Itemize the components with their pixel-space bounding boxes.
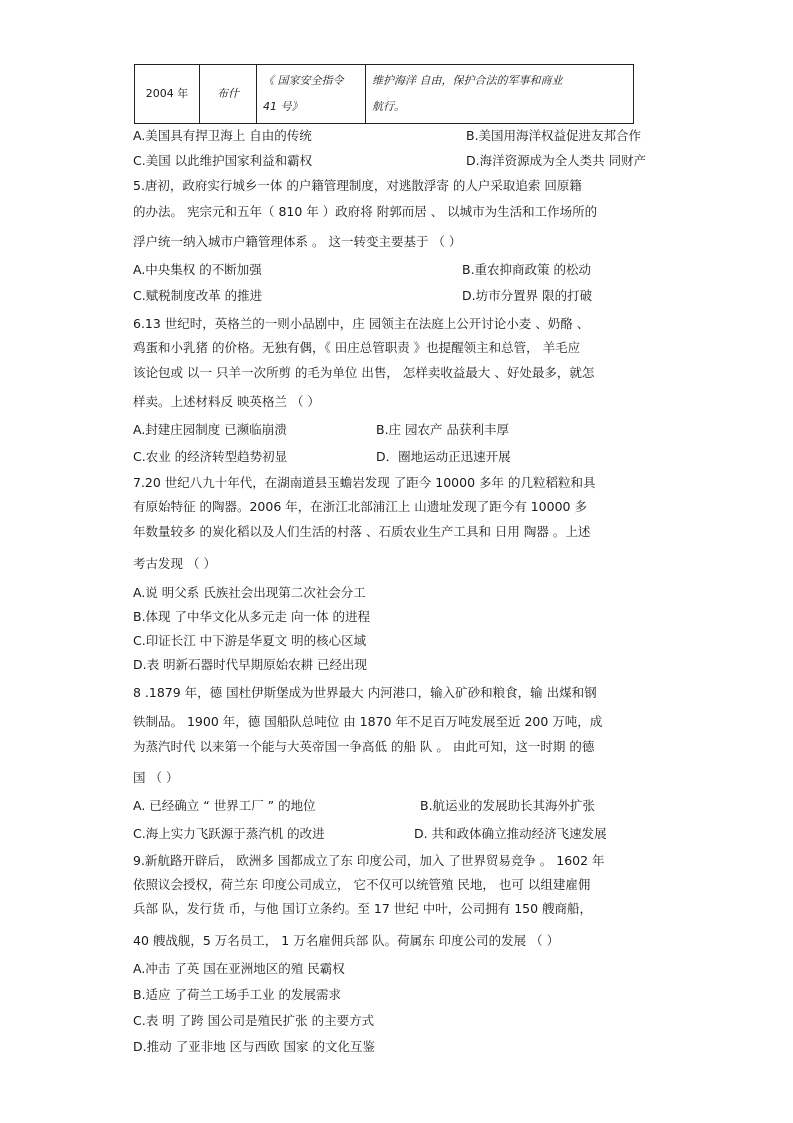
q8-stem-line-1: 8 .1879 年，德 国杜伊斯堡成为世界最大 内河港口，输入矿砂和粮食，输 出煤和钢 [133,685,597,700]
table-cell-document [257,65,366,124]
q6-stem-line-2: 鸡蛋和小乳猪 的价格。无独有偶，《 田庄总管职责 》也提醒领主和总管， 羊毛应 [133,340,581,355]
q4-option-d: D.海洋资源成为全人类共 同财产 [466,153,647,168]
document-line-1: 《 国家安全指令 [263,74,344,87]
q8-option-b: B.航运业的发展助长其海外扩张 [420,798,596,813]
q8-stem-line-3: 为蒸汽时代 以来第一个能与大英帝国一争高低 的船 队 。 由此可知，这一时期 的德 [133,739,595,754]
q7-stem-line-1: 7.20 世纪八九十年代，在湖南道县玉蟾岩发现 了距今 10000 多年 的几粒稻粒和具 [133,475,596,490]
content-line-1: 维护海洋 自由，保护合法的军事和商业 [372,74,563,87]
q9-option-a: A.冲击 了英 国在亚洲地区的殖 民霸权 [133,961,345,976]
q5-option-c: C.赋税制度改革 的推进 [133,288,263,303]
q5-option-a: A.中央集权 的不断加强 [133,262,262,277]
q9-option-b: B.适应 了荷兰工场手工业 的发展需求 [133,987,341,1002]
q8-stem-line-4: 国 （ ） [133,770,179,785]
document-line-2: 41 号》 [263,100,303,113]
content-line-2: 航行。 [372,100,405,113]
q6-option-c: C.农业 的经济转型趋势初显 [133,449,288,464]
q9-stem-line-2: 依照议会授权，荷兰东 印度公司成立， 它不仅可以统管殖 民地， 也可 以组建雇佣 [133,877,591,892]
q9-stem-line-4: 40 艘战舰，5 万名员工， 1 万名雇佣兵部 队。荷属东 印度公司的发展 （ ） [133,933,560,948]
table-cell-year: 2004 年 [135,65,200,124]
q5-option-d: D.坊市分置界 限的打破 [462,288,593,303]
q5-stem-line-3: 浮户统一纳入城市户籍管理体系 。 这一转变主要基于 （ ） [133,234,462,249]
q6-stem-line-3: 该论包或 以一 只羊一次所剪 的毛为单位 出售， 怎样卖收益最大 、好处最多，就怎 [133,365,595,380]
table-cell-action: 布什 [200,65,257,124]
q7-option-d: D.表 明新石器时代早期原始农耕 已经出现 [133,657,368,672]
q7-option-a: A.说 明父系 氏族社会出现第二次社会分工 [133,585,366,600]
q4-option-b: B.美国用海洋权益促进友邦合作 [466,128,642,143]
q5-stem-line-2: 的办法。 宪宗元和五年（ 810 年 ）政府将 附郭而居 、 以城市为生活和工作场所的 [133,204,598,219]
table-cell-content [366,65,634,124]
q6-option-a: A.封建庄园制度 已濒临崩溃 [133,422,287,437]
q7-option-b: B.体现 了中华文化从多元走 向一体 的进程 [133,609,370,624]
table-row [135,65,634,124]
q9-option-c: C.表 明 了跨 国公司是殖民扩张 的主要方式 [133,1013,375,1028]
q5-option-b: B.重农抑商政策 的松动 [462,262,592,277]
q6-option-b: B.庄 园农产 品获利丰厚 [376,422,509,437]
q7-stem-line-2: 有原始特征 的陶器。2006 年，在浙江北部浦江上 山遗址发现了距今有 10000 多 [133,499,587,514]
q9-stem-line-3: 兵部 队，发行货 币，与他 国订立条约。至 17 世纪 中叶，公司拥有 150 艘商船， [133,901,593,916]
q5-stem-line-1: 5.唐初，政府实行城乡一体 的户籍管理制度，对逃散浮寄 的人户采取追索 回原籍 [133,178,582,193]
q9-option-d: D.推动 了亚非地 区与西欧 国家 的文化互鉴 [133,1039,375,1054]
q7-stem-line-4: 考古发现 （ ） [133,556,216,571]
q9-stem-line-1: 9.新航路开辟后， 欧洲多 国都成立了东 印度公司，加入 了世界贸易竞争 。 1602 年 [133,853,605,868]
q4-option-c: C.美国 以此维护国家利益和霸权 [133,153,313,168]
q8-option-d: D. 共和政体确立推动经济飞速发展 [414,826,607,841]
q7-stem-line-3: 年数量较多 的炭化稻以及人们生活的村落 、石质农业生产工具和 日用 陶器 。上述 [133,524,591,539]
q8-stem-line-2: 铁制品。 1900 年，德 国船队总吨位 由 1870 年不足百万吨发展至近 200 万吨，成 [133,714,603,729]
q8-option-c: C.海上实力飞跃源于蒸汽机 的改进 [133,826,325,841]
q6-option-d: D．圈地运动正迅速开展 [376,449,511,464]
q8-option-a: A. 已经确立 “ 世界工厂 ” 的地位 [133,798,316,813]
q7-option-c: C.印证长江 中下游是华夏文 明的核心区域 [133,633,367,648]
policy-table [134,64,634,124]
q6-stem-line-4: 样卖。上述材料反 映英格兰 （ ） [133,394,320,409]
q4-option-a: A.美国具有捍卫海上 自由的传统 [133,128,312,143]
q6-stem-line-1: 6.13 世纪时，英格兰的一则小品剧中，庄 园领主在法庭上公开讨论小麦 、奶酪 、 [133,316,590,331]
